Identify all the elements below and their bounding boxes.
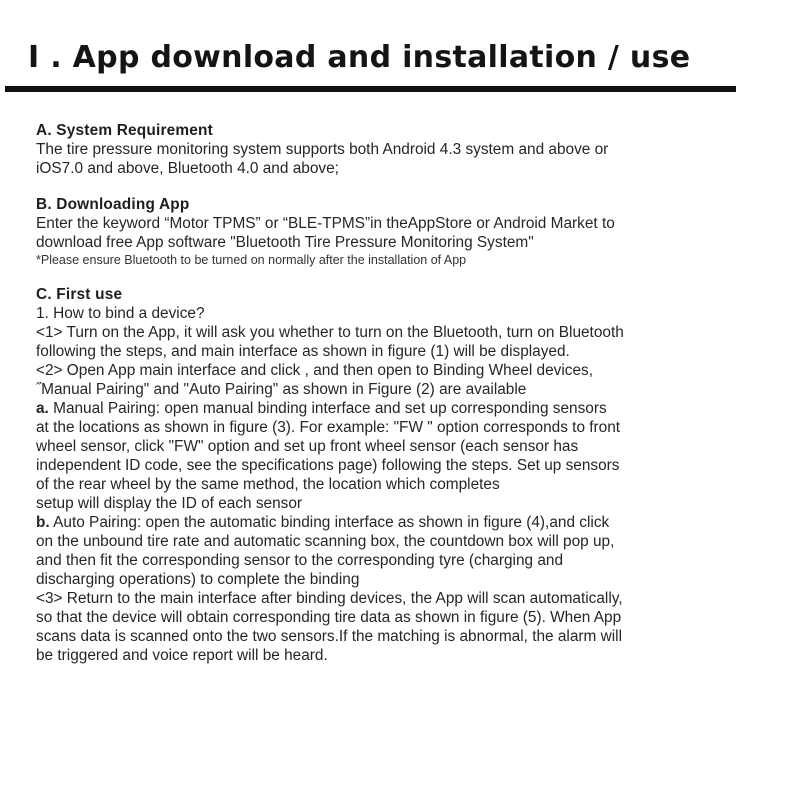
document-body: [36, 121, 756, 665]
section-title: A. System Requirement: [36, 122, 213, 139]
paragraph-text: Auto Pairing: open the automatic binding interface as shown in figure (4),and click: [49, 514, 610, 531]
paragraph-line: <1> Turn on the App, it will ask you whether to turn on the Bluetooth, turn on Bluetooth: [36, 324, 624, 341]
paragraph-line: following the steps, and main interface as shown in figure (1) will be displayed.: [36, 343, 570, 360]
section-system-requirement: [36, 121, 756, 178]
item-marker: b.: [36, 514, 50, 531]
paragraph-line: discharging operations) to complete the binding: [36, 571, 360, 588]
heading-rule: [5, 86, 736, 92]
auto-pairing-line: [36, 513, 756, 532]
manual-pairing-line: [36, 399, 756, 418]
paragraph-line: on the unbound tire rate and automatic scanning box, the countdown box will pop up,: [36, 533, 615, 550]
paragraph-line: Enter the keyword “Motor TPMS” or “BLE-TPMS”in theAppStore or Android Market to: [36, 215, 615, 232]
paragraph-line: <3> Return to the main interface after binding devices, the App will scan automatically,: [36, 590, 623, 607]
paragraph-line: independent ID code, see the specifications page) following the steps. Set up sensors: [36, 457, 620, 474]
paragraph-line: wheel sensor, click "FW" option and set up front wheel sensor (each sensor has: [36, 438, 579, 455]
section-downloading-app: [36, 195, 756, 269]
paragraph-line: <2> Open App main interface and click , and then open to Binding Wheel devices,: [36, 362, 593, 379]
item-marker: a.: [36, 400, 49, 417]
paragraph-line: iOS7.0 and above, Bluetooth 4.0 and above;: [36, 160, 339, 177]
bluetooth-note: *Please ensure Bluetooth to be turned on normally after the installation of App: [36, 253, 467, 267]
page-heading: I . App download and installation / use: [28, 40, 691, 75]
paragraph-line: be triggered and voice report will be heard.: [36, 647, 328, 664]
section-title: B. Downloading App: [36, 196, 190, 213]
section-title: C. First use: [36, 286, 123, 303]
section-first-use: [36, 285, 756, 665]
paragraph-line: at the locations as shown in figure (3). For example: "FW " option corresponds to front: [36, 419, 621, 436]
paragraph-line: scans data is scanned onto the two sensors.If the matching is abnormal, the alarm will: [36, 628, 622, 645]
paragraph-line: The tire pressure monitoring system supports both Android 4.3 system and above or: [36, 141, 609, 158]
paragraph-line: and then fit the corresponding sensor to the corresponding tyre (charging and: [36, 552, 564, 569]
paragraph-line: download free App software "Bluetooth Tire Pressure Monitoring System": [36, 234, 534, 251]
paragraph-line: of the rear wheel by the same method, the location which completes: [36, 476, 500, 493]
paragraph-line: so that the device will obtain corresponding tire data as shown in figure (5). When App: [36, 609, 622, 626]
paragraph-line: setup will display the ID of each sensor: [36, 495, 303, 512]
paragraph-line: 1. How to bind a device?: [36, 305, 205, 322]
paragraph-line: ˝Manual Pairing" and "Auto Pairing" as shown in Figure (2) are available: [36, 381, 527, 398]
paragraph-text: Manual Pairing: open manual binding interface and set up corresponding sensors: [48, 400, 607, 417]
